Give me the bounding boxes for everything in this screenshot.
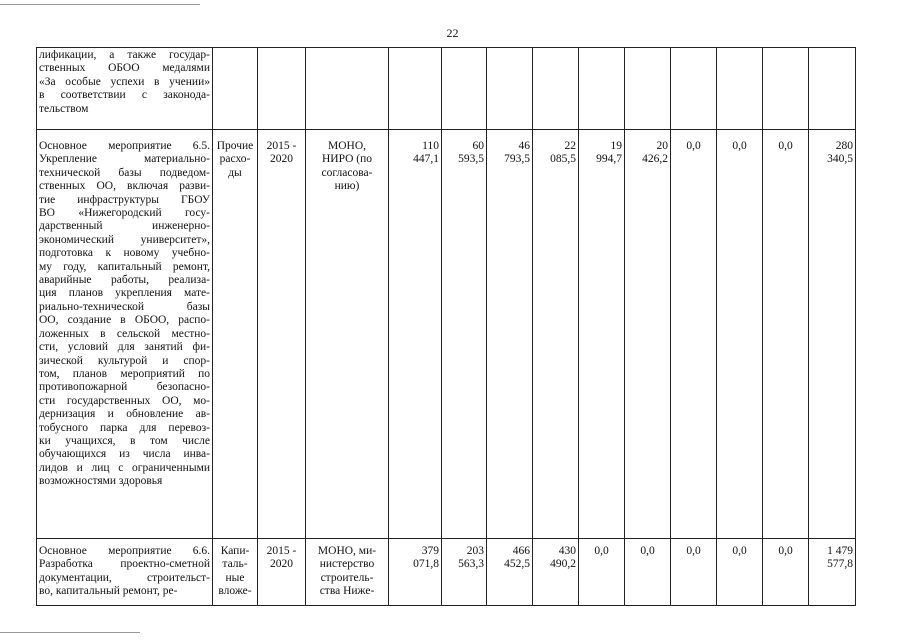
cell-line: 2015 - bbox=[266, 140, 297, 152]
cell-line: 22 bbox=[564, 140, 576, 152]
cell-line: вложе- bbox=[218, 585, 252, 598]
description-line: подготовка к новому учебно- bbox=[39, 247, 210, 260]
description-line: ОО, создание в ОБОО, распо- bbox=[39, 314, 210, 327]
value-cell bbox=[625, 130, 671, 539]
value-cell bbox=[533, 539, 579, 606]
cell-line: согласова- bbox=[321, 166, 373, 179]
cell-line: 793,5 bbox=[504, 153, 530, 166]
cell-line: 1 479 bbox=[827, 545, 853, 557]
description-line: ВО «Нижегородский госу- bbox=[39, 207, 210, 220]
executor-cell bbox=[306, 130, 389, 539]
table-row bbox=[37, 130, 856, 539]
value-cell bbox=[389, 48, 442, 130]
description-line: ки учащихся, в том числе bbox=[39, 434, 210, 447]
cell-line: 994,7 bbox=[596, 153, 622, 166]
description-line: в соответствии с законода- bbox=[39, 89, 210, 102]
description-line: ция планов укрепления мате- bbox=[39, 287, 210, 300]
cell-line: 466 bbox=[512, 545, 530, 557]
cell-line: 430 bbox=[558, 545, 576, 557]
description-line: дернизация и обновление ав- bbox=[39, 408, 210, 421]
description-line: «За особые успехи в учении» bbox=[39, 75, 210, 88]
cell-line: 2020 bbox=[270, 153, 293, 166]
description-line: тельством bbox=[39, 102, 89, 115]
value-cell bbox=[579, 130, 625, 539]
description-line: ственных ОБОО медалями bbox=[39, 62, 210, 75]
value-cell bbox=[579, 539, 625, 606]
description-line: зической культурой и спор- bbox=[39, 354, 210, 367]
cell-line: 577,8 bbox=[827, 558, 853, 571]
cell-line: 0,0 bbox=[778, 140, 793, 152]
cell-line: 0,0 bbox=[778, 545, 793, 557]
value-cell bbox=[487, 130, 533, 539]
description-line: экономический университет», bbox=[39, 233, 210, 246]
period-cell bbox=[258, 539, 306, 606]
cell-line: 071,8 bbox=[413, 558, 439, 571]
period-cell bbox=[258, 130, 306, 539]
cell-line: 0,0 bbox=[686, 140, 701, 152]
cell-line: 46 bbox=[518, 140, 530, 152]
cell-line: нию) bbox=[334, 180, 360, 193]
value-cell bbox=[671, 48, 717, 130]
description-line: сти, условий для занятий фи- bbox=[39, 341, 210, 354]
table-row bbox=[37, 48, 856, 130]
description-line: Основное мероприятие 6.6. bbox=[39, 545, 210, 557]
executor-cell bbox=[306, 48, 389, 130]
cell-line: 593,5 bbox=[458, 153, 484, 166]
cell-line: строитель- bbox=[320, 571, 374, 584]
description-line: ственных ОО, включая разви- bbox=[39, 180, 210, 193]
description-line: му году, капитальный ремонт, bbox=[39, 260, 210, 273]
description-line: дарственный инженерно- bbox=[39, 220, 210, 233]
value-cell bbox=[809, 130, 856, 539]
cell-line: 60 bbox=[472, 140, 484, 152]
value-cell bbox=[809, 48, 856, 130]
cell-line: 340,5 bbox=[827, 153, 853, 166]
table-row bbox=[37, 539, 856, 606]
budget-table bbox=[36, 47, 856, 606]
description-line: аварийные работы, реализа- bbox=[39, 274, 210, 287]
cell-line: 563,3 bbox=[458, 558, 484, 571]
description-line: противопожарной безопасно- bbox=[39, 381, 210, 394]
value-cell bbox=[442, 539, 487, 606]
bottom-rule bbox=[0, 632, 140, 633]
cell-line: 379 bbox=[421, 545, 439, 557]
source-cell bbox=[213, 130, 258, 539]
cell-line: 426,2 bbox=[642, 153, 668, 166]
cell-line: ства Ниже- bbox=[319, 585, 375, 598]
description-line: риально-технической базы bbox=[39, 300, 210, 313]
source-cell bbox=[213, 539, 258, 606]
source-cell bbox=[213, 48, 258, 130]
description-line: технической базы подведом- bbox=[39, 166, 210, 179]
value-cell bbox=[717, 130, 763, 539]
cell-line: нистерство bbox=[319, 558, 375, 571]
description-line: сти государственных ОО, мо- bbox=[39, 394, 210, 407]
value-cell bbox=[579, 48, 625, 130]
cell-line: 2015 - bbox=[266, 545, 297, 557]
cell-line: 0,0 bbox=[686, 545, 701, 557]
description-line: Укрепление материально- bbox=[39, 153, 210, 166]
value-cell bbox=[533, 48, 579, 130]
value-cell bbox=[389, 539, 442, 606]
cell-line: ды bbox=[228, 166, 242, 179]
cell-line: 0,0 bbox=[594, 545, 609, 557]
value-cell bbox=[487, 48, 533, 130]
cell-line: таль- bbox=[222, 558, 248, 571]
cell-line: ные bbox=[225, 571, 245, 584]
value-cell bbox=[389, 130, 442, 539]
description-line: лидов и лиц с ограниченными bbox=[39, 461, 210, 474]
value-cell bbox=[717, 539, 763, 606]
top-rule bbox=[0, 4, 200, 5]
description-line: обучающихся из числа инва- bbox=[39, 448, 210, 461]
cell-line: 2020 bbox=[270, 558, 293, 571]
description-line: документации, строительст- bbox=[39, 571, 210, 584]
cell-line: 280 bbox=[835, 140, 853, 152]
cell-line: расхо- bbox=[219, 153, 251, 166]
cell-line: 203 bbox=[466, 545, 484, 557]
value-cell bbox=[671, 539, 717, 606]
value-cell bbox=[671, 130, 717, 539]
description-line: тобусного парка для перевоз- bbox=[39, 421, 210, 434]
cell-line: МОНО, bbox=[327, 140, 366, 152]
value-cell bbox=[763, 539, 809, 606]
description-line: тие инфраструктуры ГБОУ bbox=[39, 193, 210, 206]
description-cell bbox=[37, 539, 213, 606]
value-cell bbox=[625, 48, 671, 130]
cell-line: 085,5 bbox=[550, 153, 576, 166]
description-line: том, планов мероприятий по bbox=[39, 367, 210, 380]
description-line: ложенных в сельской местно- bbox=[39, 327, 210, 340]
description-line: лификации, а также государ- bbox=[39, 49, 210, 61]
description-line: Разработка проектно-сметной bbox=[39, 558, 210, 571]
cell-line: 490,2 bbox=[550, 558, 576, 571]
cell-line: Прочие bbox=[216, 140, 254, 152]
description-cell bbox=[37, 130, 213, 539]
page-number: 22 bbox=[446, 26, 459, 40]
value-cell bbox=[763, 130, 809, 539]
cell-line: 19 bbox=[610, 140, 622, 152]
value-cell bbox=[717, 48, 763, 130]
cell-line: 0,0 bbox=[640, 545, 655, 557]
executor-cell bbox=[306, 539, 389, 606]
cell-line: 110 bbox=[422, 140, 439, 152]
value-cell bbox=[442, 130, 487, 539]
description-line: возможностями здоровья bbox=[39, 475, 163, 488]
period-cell bbox=[258, 48, 306, 130]
cell-line: 447,1 bbox=[413, 153, 439, 166]
value-cell bbox=[442, 48, 487, 130]
description-cell bbox=[37, 48, 213, 130]
value-cell bbox=[533, 130, 579, 539]
cell-line: НИРО (по bbox=[321, 153, 373, 166]
value-cell bbox=[487, 539, 533, 606]
value-cell bbox=[625, 539, 671, 606]
cell-line: Капи- bbox=[220, 545, 250, 557]
cell-line: 0,0 bbox=[732, 140, 747, 152]
description-line: во, капитальный ремонт, ре- bbox=[39, 585, 178, 598]
cell-line: 20 bbox=[656, 140, 668, 152]
description-line: Основное мероприятие 6.5. bbox=[39, 140, 210, 152]
cell-line: МОНО, ми- bbox=[317, 545, 377, 557]
value-cell bbox=[809, 539, 856, 606]
value-cell bbox=[763, 48, 809, 130]
cell-line: 0,0 bbox=[732, 545, 747, 557]
cell-line: 452,5 bbox=[504, 558, 530, 571]
